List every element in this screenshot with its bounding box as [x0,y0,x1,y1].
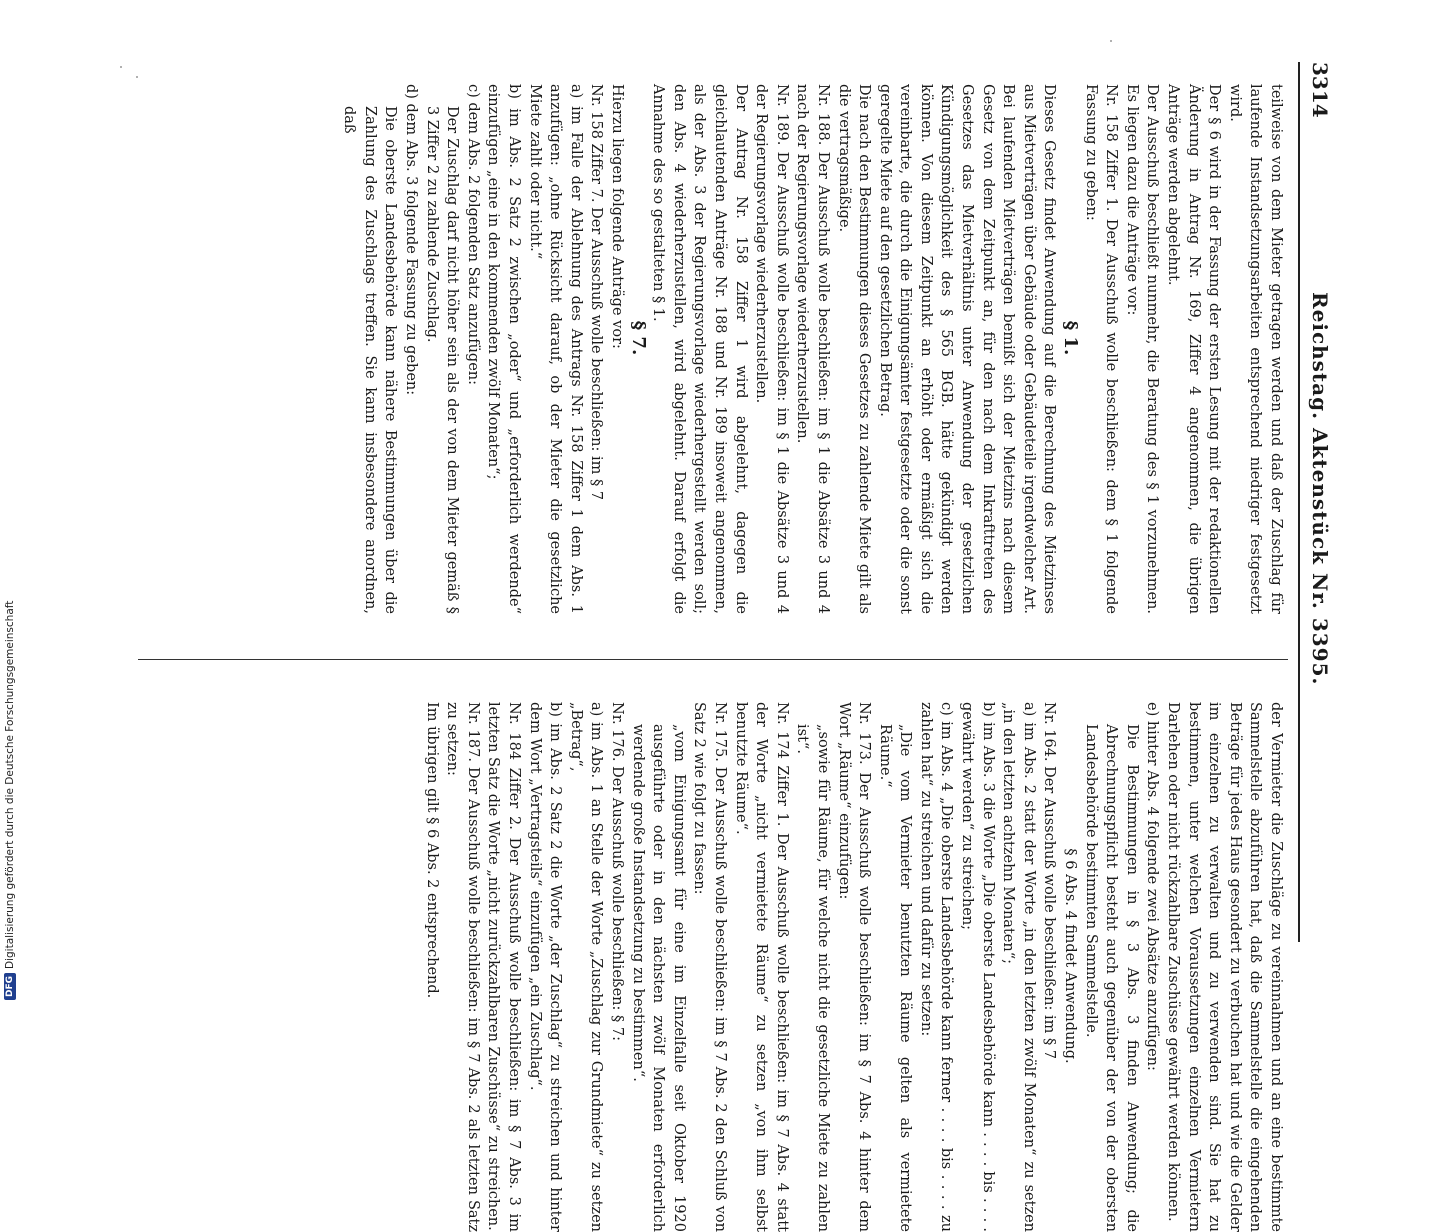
quoted-text: Die oberste Landesbehörde kann nähere Bestimmungen über die Zahlung des Zuschlags treffen. Sie kann insbesondere anordnen, daß [341,106,399,614]
paragraph: Nr. 158 Ziffer 7. Der Ausschuß wolle beschließen: im § 7 [588,84,605,501]
paragraph: Dieses Gesetz findet Anwendung auf die Berechnung des Mietzinses aus Mietverträgen über Gebäude oder Gebäudeteile irgendwelcher Art. Bei laufenden Mietverträgen bemißt sich der Mietzins nach diesem Gesetz von dem Zeitpunkt an, für den nach dem Inkrafttreten des Gesetzes das Mietverhältnis unter Anwendung der gesetzlichen Kündigungsmöglichkeit des § 565 BGB. hätte gekündigt werden können. Von diesem Zeitpunkt an erhöht oder ermäßigt sich die vereinbarte, die durch die Einigungsämter festgesetzte oder die sonst geregelte Miete auf den gesetzlichen Betrag. [876,84,1058,614]
list-item: b) im Abs. 3 die Worte „Die oberste Landesbehörde kann . . . . bis . . . . gewährt werden“ zu streichen; [959,702,996,1232]
paragraph: Nr. 173. Der Ausschuß wolle beschließen: im § 7 Abs. 4 hinter dem Wort „Räume“ einzufügen: [835,702,873,1232]
quoted-text: „vom Einigungsamt für eine im Einzelfalle seit Oktober 1920 ausgeführte oder in den nächsten zwölf Monaten erforderlich werdende große Instandsetzung zu bestimmen“. [629,724,687,1232]
dfg-logo: DFG [4,973,16,1000]
digitization-credit [4,601,16,1000]
paragraph: Nr. 184 Ziffer 2. Der Ausschuß wolle beschließen: im § 7 Abs. 3 im letzten Satz die Worte „nicht zurückzahlbaren Zuschüsse“ zu streichen. [485,702,523,1232]
section-heading: § 7. [627,320,649,356]
quoted-text: „Die vom Vermieter benutzten Räume gelten als vermietete Räume.“ [876,724,914,1232]
section-heading: § 1. [1060,320,1082,356]
credit-text: Digitalisierung gefördert durch die Deutsche Forschungsgemeinschaft [4,600,16,969]
paragraph: Nr. 187. Der Ausschuß wolle beschließen: im § 7 Abs. 2 als letzten Satz zu setzen: [444,702,481,1232]
list-item: e) hinter Abs. 4 folgende zwei Absätze anzufügen: [1144,702,1161,1071]
paragraph: der Vermieter die Zuschläge zu vereinnahmen und an eine bestimmte Sammelstelle abzuführen hat, daß die Sammelstelle die eingehenden Beträge für jedes Haus gesondert zu verbuchen hat und wie die Gelder im einzelnen zu verwalten und zu verwenden sind. Sie hat zu bestimmen, unter welchen Voraussetzungen einzelnen Vermietern Darlehen oder nicht rückzahlbare Zuschüsse gewährt werden können. [1165,702,1284,1232]
centered-line: § 6 Abs. 4 findet Anwendung. [1062,848,1079,1064]
scan-speck [136,76,138,78]
header-rule [1298,62,1300,942]
paragraph: Hierzu liegen folgende Anträge vor: [609,84,625,349]
quoted-text: Der Zuschlag darf nicht höher sein als der von dem Mieter gemäß § 3 Ziffer 2 zu zahlende Zuschlag. [423,106,461,614]
list-item: a) im Abs. 2 statt der Worte „in den letzten zwölf Monaten“ zu setzen „in den letzten achtzehn Monaten“; [1000,702,1037,1232]
paragraph: Nr. 189. Der Ausschuß wolle beschließen: im § 1 die Absätze 3 und 4 der Regierungsvorlage wiederherzustellen. [753,84,790,614]
quoted-text: „sowie für Räume, für welche nicht die gesetzliche Miete zu zahlen ist“. [794,724,831,1232]
paragraph: Die nach den Bestimmungen dieses Gesetzes zu zahlende Miete gilt als die vertragsmäßige. [835,84,873,614]
paragraph: Der Ausschuß beschließt nunmehr, die Beratung des § 1 vorzunehmen. Es liegen dazu die Anträge vor: [1123,84,1161,614]
list-item: a) im Abs. 1 an Stelle der Worte „Zuschlag zur Grundmiete“ zu setzen „Betrag“, [567,702,605,1232]
page-number: 3314 [1308,62,1332,118]
paragraph: Nr. 158 Ziffer 1. Der Ausschuß wolle beschließen: dem § 1 folgende Fassung zu geben: [1082,84,1120,614]
list-item: b) im Abs. 2 Satz 2 zwischen „oder“ und „erforderlich werdende“ einzufügen „eine in den kommenden zwölf Monaten“; [485,84,523,614]
left-column [339,62,1286,614]
paragraph: Im übrigen gilt § 6 Abs. 2 entsprechend. [423,702,440,999]
list-item: a) im Falle der Ablehnung des Antrags Nr. 158 Ziffer 1 dem Abs. 1 anzufügen: „ohne Rücksicht darauf, ob der Mieter die gesetzliche Miete zahlt oder nicht.“ [526,84,584,614]
paragraph: Der § 6 wird in der Fassung der ersten Lesung mit der redaktionellen Änderung in Antrag Nr. 169, Ziffer 4 angenommen, die übrigen Anträge werden abgelehnt. [1165,84,1223,614]
paragraph: Nr. 176. Der Ausschuß wolle beschließen: § 7: [609,702,625,1041]
rotated-page [114,62,1334,1232]
paragraph: Nr. 175. Der Ausschuß wolle beschließen: im § 7 Abs. 2 den Schluß von Satz 2 wie folgt zu fassen: [691,702,728,1232]
page-header [1298,62,1334,942]
list-item: c) im Abs. 4 „Die oberste Landesbehörde kann ferner . . . . bis . . . . zu zahlen hat“ zu streichen und dafür zu setzen: [917,702,955,1232]
list-item: d) dem Abs. 3 folgende Fassung zu geben: [403,84,420,396]
paragraph: Nr. 164. Der Ausschuß wolle beschließen: im § 7 [1041,702,1058,1060]
paragraph: Nr. 174 Ziffer 1. Der Ausschuß wolle beschließen: im § 7 Abs. 4 statt der Worte „nicht vermietete Räume“ zu setzen „von ihm selbst benutzte Räume“. [732,702,790,1232]
quoted-text: Die Bestimmungen in § 3 Abs. 3 finden Anwendung; die Abrechnungspflicht besteht auch gegenüber der von der obersten Landesbehörde bestimmten Sammelstelle. [1082,724,1140,1232]
page-title: Reichstag. Aktenstück Nr. 3395. [1308,292,1332,686]
scan-speck [120,66,122,68]
paragraph: Nr. 188. Der Ausschuß wolle beschließen: im § 1 die Absätze 3 und 4 nach der Regierungsvorlage wiederherzustellen. [794,84,831,614]
scan-speck [1110,40,1112,42]
list-item: b) im Abs. 2 Satz 2 die Worte „der Zuschlag“ zu streichen und hinter dem Wort „Vertragsteils“ einzufügen „ein Zuschlag“. [526,702,564,1232]
list-item: c) dem Abs. 2 folgenden Satz anzufügen: [464,84,481,386]
paragraph: Der Antrag Nr. 158 Ziffer 1 wird abgelehnt, dagegen die gleichlautenden Anträge Nr. 188 und Nr. 189 insoweit angenommen, als der Abs. 3 der Regierungsvorlage wiederhergestellt werden soll; den Abs. 4 wiederherzustellen, wird abgelehnt. Darauf erfolgt die Annahme des so gestalteten § 1. [650,84,749,614]
column-divider [138,659,1288,660]
paragraph: teilweise von dem Mieter getragen werden und daß der Zuschlag für laufende Instandsetzungsarbeiten entsprechend niedriger festgesetzt wird. [1226,84,1284,614]
right-column [421,680,1286,1232]
